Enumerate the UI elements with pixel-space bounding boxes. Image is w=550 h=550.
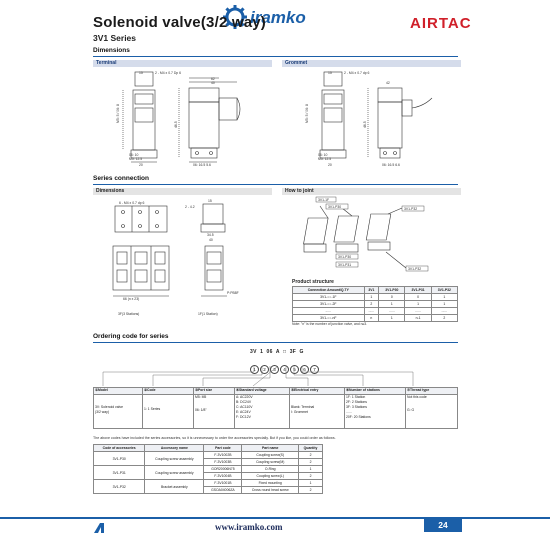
thread-values: Not this code G: G bbox=[406, 395, 458, 429]
header-thread: ⑦Thread type bbox=[406, 388, 458, 395]
accessory-row bbox=[94, 466, 323, 473]
svg-text:06: 10: 06: 10 bbox=[129, 153, 139, 157]
accessory-header-cell: Part code bbox=[204, 445, 242, 452]
accessory-name: Bracket assembly bbox=[145, 480, 204, 494]
ps-cell: ...... bbox=[431, 308, 457, 315]
voltage-values: A: AC220V B: DC24V C: AC110V E: AC24V F: DC12V bbox=[235, 395, 290, 429]
accessory-part-cell: 2 bbox=[299, 473, 323, 480]
joint-label-p32-top: 3V1-P32 bbox=[404, 207, 418, 211]
svg-text:46.5: 46.5 bbox=[174, 121, 178, 128]
svg-text:M5: 5 / 06: 8: M5: 5 / 06: 8 bbox=[305, 104, 309, 123]
accessory-name: Coupling screw assembly bbox=[145, 452, 204, 466]
product-structure-note: Note: "n" is the number of junction valve, and n≥3. bbox=[292, 322, 368, 326]
accessory-row bbox=[94, 452, 323, 459]
accessory-part-cell: GOR20006N75 bbox=[204, 466, 242, 473]
svg-text:15: 15 bbox=[328, 71, 332, 75]
footer-url-link[interactable]: www.iramko.com bbox=[215, 522, 283, 532]
ps-cell: 1 bbox=[379, 315, 405, 322]
code-position-4: 4 bbox=[280, 365, 289, 374]
code-connector-lines bbox=[93, 366, 458, 388]
ps-cell: 1 bbox=[405, 301, 431, 308]
grommet-label: Grommet bbox=[282, 60, 461, 67]
svg-text:06: 16.5 5.6: 06: 16.5 5.6 bbox=[193, 163, 211, 167]
accessory-part-cell: F-3V1001B bbox=[204, 480, 242, 487]
svg-text:40: 40 bbox=[211, 81, 215, 85]
how-to-joint-label: How to joint bbox=[282, 188, 461, 195]
svg-text:06: 16.5 6.6: 06: 16.5 6.6 bbox=[382, 163, 400, 167]
code-position-6: 6 bbox=[300, 365, 309, 374]
brand-logo-iramko: iramko bbox=[250, 8, 306, 27]
how-to-joint-drawing bbox=[282, 196, 458, 276]
accessory-name: Coupling screw assembly bbox=[145, 466, 204, 480]
ps-cell: n bbox=[364, 315, 379, 322]
code-position-5: 5 bbox=[290, 365, 299, 374]
ps-header-cell: 3V1-P31 bbox=[405, 287, 431, 294]
series-dimension-drawing bbox=[93, 196, 269, 326]
ps-cell: ...... bbox=[379, 308, 405, 315]
svg-text:M5: 12.5: M5: 12.5 bbox=[318, 157, 332, 161]
svg-text:15: 15 bbox=[208, 199, 212, 203]
caption-3-stations: 3F(3 Stations) bbox=[118, 312, 140, 316]
ps-cell: 3V1-○○-nF bbox=[293, 315, 365, 322]
ps-cell: ...... bbox=[364, 308, 379, 315]
accessory-part-cell: 1 bbox=[299, 466, 323, 473]
series-dimensions-label: Dimensions bbox=[93, 188, 272, 195]
accessory-row bbox=[94, 480, 323, 487]
accessory-header-cell: Quantity bbox=[299, 445, 323, 452]
svg-text:62: 62 bbox=[211, 77, 215, 81]
ps-cell: 2 bbox=[431, 315, 457, 322]
ps-cell: ...... bbox=[405, 308, 431, 315]
accessory-part-cell: F-3V1004B bbox=[204, 473, 242, 480]
port-size-values: M5: M5 06: 1/8" bbox=[194, 395, 235, 429]
accessory-code: 3V1-P30 bbox=[94, 452, 145, 466]
header-port-size: ③Port size bbox=[194, 388, 235, 395]
series-subtitle: 3V1 Series bbox=[93, 33, 137, 43]
accessory-part-cell: O-Ring bbox=[242, 466, 299, 473]
code-position-1: 1 bbox=[250, 365, 259, 374]
ps-cell: 1 bbox=[379, 301, 405, 308]
header-electrical-entry: ⑤Electrical entry bbox=[290, 388, 345, 395]
svg-text:34.5: 34.5 bbox=[207, 233, 214, 237]
accessory-header-cell: Accessory name bbox=[145, 445, 204, 452]
ordering-code-table bbox=[93, 387, 458, 429]
section-divider bbox=[93, 184, 458, 185]
series-connection-title: Series connection bbox=[93, 175, 149, 182]
svg-text:2 - 4.2: 2 - 4.2 bbox=[185, 205, 195, 209]
ordering-section-title: Ordering code for series bbox=[93, 333, 169, 340]
ps-cell: 3V1-○○-2F bbox=[293, 301, 365, 308]
accessory-part-cell: F-3V1002B bbox=[204, 452, 242, 459]
ps-cell: 0 bbox=[379, 294, 405, 301]
header-model: ①Model bbox=[94, 388, 143, 395]
accessory-part-cell: Coupling screw(S) bbox=[242, 452, 299, 459]
accessory-part-cell: 2 bbox=[299, 452, 323, 459]
accessory-part-cell: Fixed mounting bbox=[242, 480, 299, 487]
ps-cell: 1 bbox=[431, 301, 457, 308]
svg-text:2 - M4 x 0.7 dp 6: 2 - M4 x 0.7 dp 6 bbox=[344, 71, 370, 75]
svg-text:20: 20 bbox=[328, 163, 332, 167]
ps-cell: 0 bbox=[405, 294, 431, 301]
svg-text:P:PB8F: P:PB8F bbox=[227, 291, 239, 295]
airtac-mark-icon bbox=[93, 521, 105, 533]
page-number: 24 bbox=[424, 519, 462, 532]
svg-text:M5: 5 / 06: 8: M5: 5 / 06: 8 bbox=[116, 104, 120, 123]
ps-cell: 3V1-○○-1F bbox=[293, 294, 365, 301]
joint-label-p32-bottom: 3V1-P32 bbox=[408, 267, 422, 271]
brand-logo-airtac: AIRTAC bbox=[410, 15, 472, 32]
terminal-dimension-drawing bbox=[93, 68, 269, 168]
code-value: 1: 1 Series bbox=[143, 395, 194, 429]
svg-text:20: 20 bbox=[139, 163, 143, 167]
svg-text:2 - M4 x 0.7 Dp 6: 2 - M4 x 0.7 Dp 6 bbox=[155, 71, 182, 75]
terminal-label: Terminal bbox=[93, 60, 272, 67]
station-values: 1F: 1 Station 2F: 2 Stations 3F: 3 Stations ...... 20F: 20 Stations bbox=[345, 395, 406, 429]
ps-header-cell: 3V1-P30 bbox=[379, 287, 405, 294]
section-divider bbox=[93, 342, 458, 343]
header-stations: ⑥Number of stations bbox=[345, 388, 406, 395]
ps-cell: 1 bbox=[364, 294, 379, 301]
entry-values: Blank: Terminal I: Grommet bbox=[290, 395, 345, 429]
ps-row bbox=[293, 294, 458, 301]
accessory-header-cell: Code of accessories bbox=[94, 445, 145, 452]
ps-cell: 2 bbox=[364, 301, 379, 308]
code-position-7: 7 bbox=[310, 365, 319, 374]
grommet-dimension-drawing bbox=[282, 68, 458, 168]
joint-label-p30-bottom: 3V1-P30 bbox=[338, 255, 352, 259]
header-code: ②Code bbox=[143, 388, 194, 395]
ps-row bbox=[293, 301, 458, 308]
footer-divider bbox=[0, 517, 550, 519]
code-position-2: 2 bbox=[260, 365, 269, 374]
ps-header-cell: Connection Amount\Q.TY bbox=[293, 287, 365, 294]
svg-text:42: 42 bbox=[386, 81, 390, 85]
ps-cell: n-1 bbox=[405, 315, 431, 322]
joint-label-p31: 3V1-P31 bbox=[338, 263, 352, 267]
svg-text:06: 10: 06: 10 bbox=[318, 153, 328, 157]
header-voltage: ④Standard voltage bbox=[235, 388, 290, 395]
ps-header-cell: 3V1 bbox=[364, 287, 379, 294]
code-position-3: 3 bbox=[270, 365, 279, 374]
accessory-part-cell: Cross round head screw bbox=[242, 487, 299, 494]
svg-text:6 - M4 x 0.7 dp 6: 6 - M4 x 0.7 dp 6 bbox=[119, 201, 145, 205]
accessory-header-cell: Part name bbox=[242, 445, 299, 452]
product-structure-title: Product structure bbox=[292, 279, 334, 285]
svg-text:46.5: 46.5 bbox=[363, 121, 367, 128]
accessory-code: 3V1-P31 bbox=[94, 466, 145, 480]
accessory-part-cell: F-3V1003B bbox=[204, 459, 242, 466]
svg-text:M5: 12.5: M5: 12.5 bbox=[129, 157, 143, 161]
page-title: Solenoid valve(3/2 way) bbox=[93, 14, 266, 31]
ps-header-cell: 3V1-P32 bbox=[431, 287, 457, 294]
accessory-part-cell: Coupling screw(L) bbox=[242, 473, 299, 480]
svg-text:40: 40 bbox=[209, 238, 213, 242]
model-value: 3V: Solenoid valve (3/2 way) bbox=[94, 395, 143, 429]
joint-label-1f: 3V1-1F bbox=[318, 198, 330, 202]
accessory-part-cell: 2 bbox=[299, 459, 323, 466]
ps-cell: 1 bbox=[431, 294, 457, 301]
caption-1-station: 1F(1 Station) bbox=[198, 312, 218, 316]
joint-label-p30: 3V1-P30 bbox=[328, 205, 342, 209]
ps-row bbox=[293, 308, 458, 315]
accessory-code: 3V1-P32 bbox=[94, 480, 145, 494]
ps-row bbox=[293, 315, 458, 322]
section-divider bbox=[93, 56, 458, 57]
accessory-part-cell: 1 bbox=[299, 480, 323, 487]
product-structure-table bbox=[292, 286, 458, 322]
ps-cell: ...... bbox=[293, 308, 365, 315]
dimensions-section-title: Dimensions bbox=[93, 47, 130, 54]
accessory-part-cell: Coupling screw(M) bbox=[242, 459, 299, 466]
accessories-note: The above codes have included the series accessories, so it is unnecessary to order the accessories specially. But if you like, you could order as follows. bbox=[93, 436, 336, 440]
accessory-part-cell: 2 bbox=[299, 487, 323, 494]
svg-text:15: 15 bbox=[139, 71, 143, 75]
accessories-table bbox=[93, 444, 323, 494]
ordering-code-example: 3V 1 06 A □ 3F G bbox=[250, 349, 304, 355]
accessory-part-cell: GSOA04006ZA bbox=[204, 487, 242, 494]
svg-text:66 (n x 23): 66 (n x 23) bbox=[123, 297, 140, 301]
